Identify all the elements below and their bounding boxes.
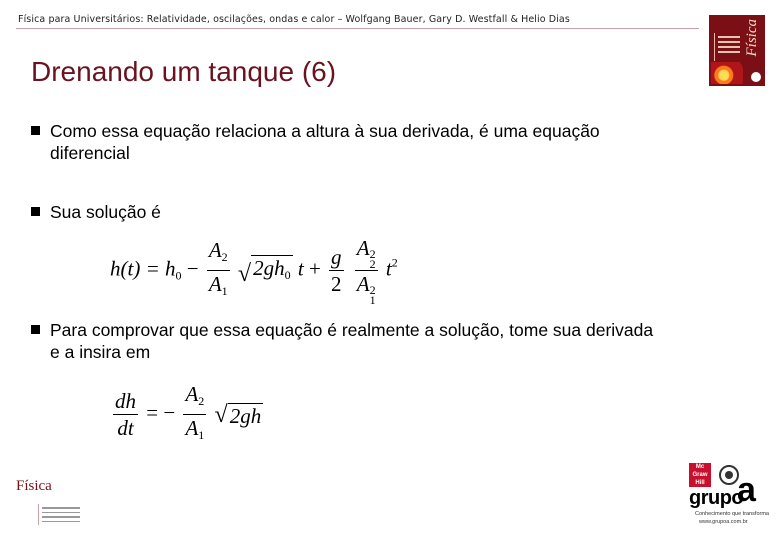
running-header: Física para Universitários: Relatividade, oscilações, ondas e calor – Wolfgang Bauer, Gary D. Westfall & Helio Dias [18, 14, 570, 25]
bullet-text-2: Sua solução é [50, 202, 161, 222]
book-cover-thumbnail [709, 15, 765, 86]
publisher-logos [687, 461, 767, 531]
ratio-fraction: $\frac{A_2}{A_1}$ [185, 382, 205, 442]
derivative-equation: $\frac{dh}{dt}$ = − $\frac{A_2}{A_1}$ √ 2gh [110, 382, 263, 447]
seal-icon [719, 465, 739, 485]
cover-publisher-logo [751, 72, 761, 82]
bullet-text-3: Para comprovar que essa equação é realmente a solução, tome sua derivada e a insira em [50, 320, 654, 362]
cover-title: Física [744, 19, 760, 57]
grupo-a-letter: a [737, 471, 756, 509]
sqrt-term: √ 2gh [214, 401, 262, 428]
dh-dt-fraction: $\frac{dh}{dt}$ [115, 389, 136, 440]
header-divider [16, 28, 699, 29]
sqrt-term: √ $2gh_0$ [237, 256, 291, 287]
publisher-url: www.grupoa.com.br [699, 519, 748, 525]
bullet-marker [31, 325, 40, 334]
ratio-squared-fraction: A 2 2 A 2 1 [356, 236, 376, 307]
fisica-book-logo: Física [16, 478, 78, 526]
solution-equation: $h(t) = h_0$ − $\frac{A_2}{A_1}$ √ $2gh_0$ t + $\frac{g}{2}$ A 2 2 A 2 1 $t^2$ [110, 236, 398, 307]
eq-lhs: h(t) = h [110, 256, 176, 281]
bullet-marker [31, 126, 40, 135]
cover-text-lines [714, 33, 745, 61]
bullet-marker [31, 207, 40, 216]
grupo-logo-text: grupo [689, 487, 744, 509]
cover-fire-image [711, 62, 743, 84]
eq-minus: − [186, 256, 199, 281]
g-over-two: $\frac{g}{2}$ [331, 245, 342, 296]
logo-text-lines [38, 504, 80, 525]
ratio-fraction: $\frac{A_2}{A_1}$ [208, 238, 228, 298]
mcgraw-hill-logo: Mc Graw Hill [689, 463, 711, 487]
bullet-text-1: Como essa equação relaciona a altura à sua derivada, é uma equação diferencial [50, 121, 600, 163]
slide-title: Drenando um tanque (6) [31, 56, 337, 87]
publisher-tagline: Conhecimento que transforma [695, 511, 769, 517]
